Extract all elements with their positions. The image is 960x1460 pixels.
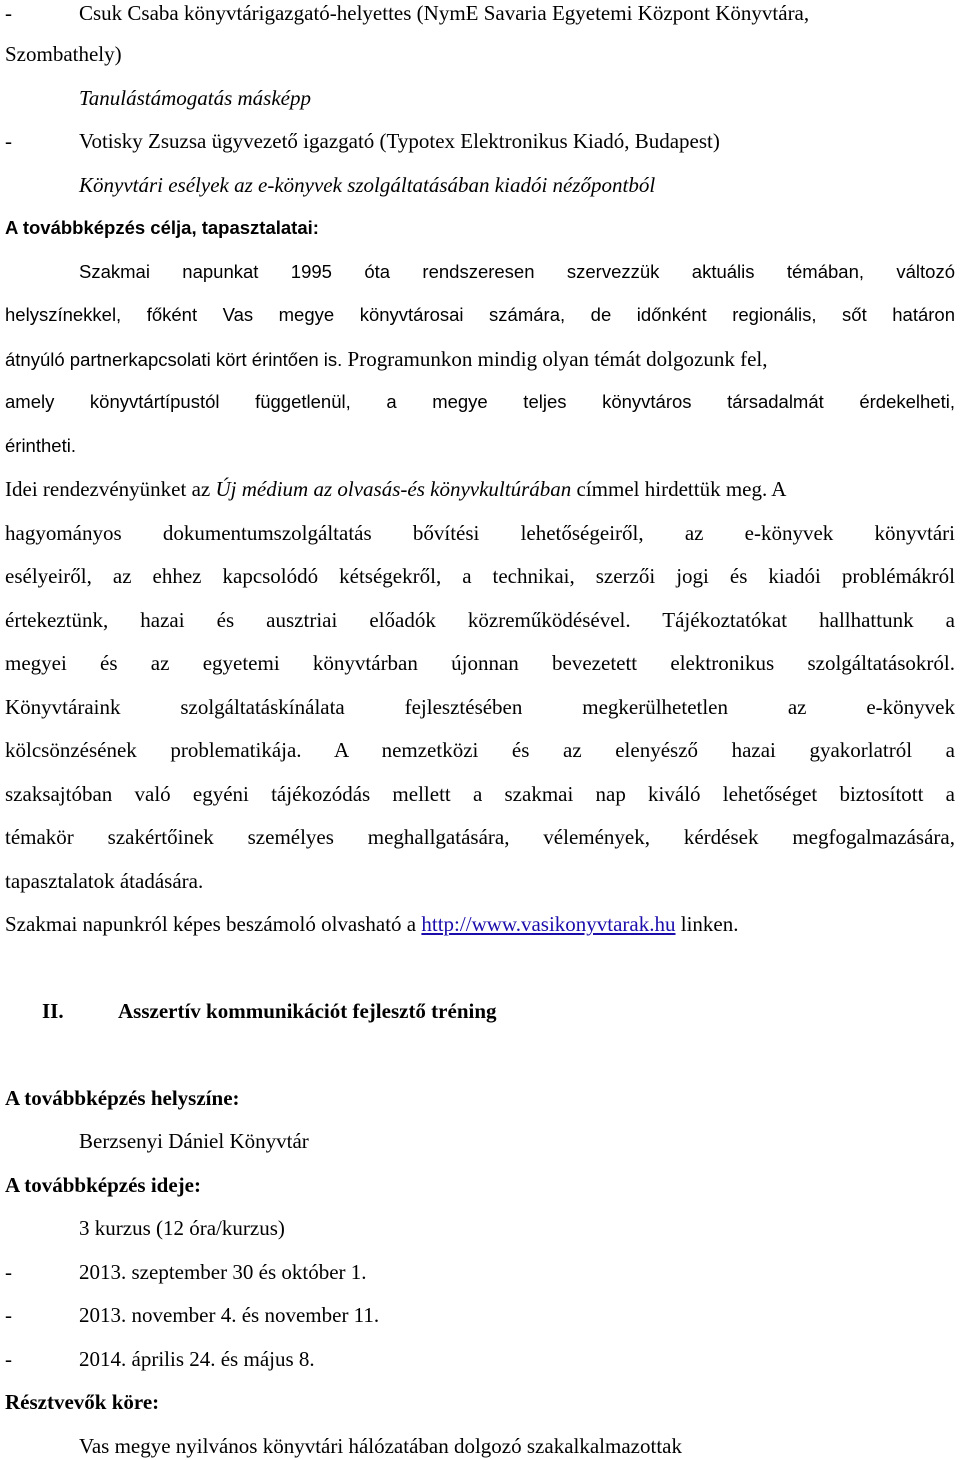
event-para-after: címmel hirdettük meg. A	[571, 477, 787, 501]
speaker-2-talk-title: Könyvtári esélyek az e-könyvek szolgáltatásában kiadói nézőpontból	[79, 173, 656, 197]
date-item-1	[5, 1259, 367, 1285]
dates-heading: A továbbképzés ideje:	[5, 1173, 201, 1197]
date-item-2	[5, 1302, 379, 1328]
participants-value: Vas megye nyilvános könyvtári hálózatában dolgozó szakalkalmazottak	[79, 1434, 682, 1458]
report-after: linken.	[675, 912, 739, 936]
goal-line-3	[5, 346, 767, 373]
event-para-line-8: szaksajtóban való egyéni tájékozódás mellett a szakmai nap kiváló lehetőséget biztosított a	[5, 782, 955, 806]
list-bullet: -	[5, 129, 12, 153]
goal-line-3-a: átnyúló partnerkapcsolati kört érintően is.	[5, 349, 343, 370]
section-title: Asszertív kommunikációt fejlesztő tréning	[118, 999, 497, 1023]
event-para-line-5: megyei és az egyetemi könyvtárban újonnan bevezetett elektronikus szolgáltatásokról.	[5, 651, 955, 675]
speaker-2-line-1	[5, 128, 720, 154]
event-para-line-4: értekeztünk, hazai és ausztriai előadók közreműködésével. Tájékoztatókat hallhattunk a	[5, 608, 955, 632]
speaker-1-name: Csuk Csaba könyvtárigazgató-helyettes (NymE Savaria Egyetemi Központ Könyvtára,	[79, 1, 810, 25]
speaker-1-talk-title: Tanulástámogatás másképp	[79, 86, 311, 110]
venue-heading: A továbbképzés helyszíne:	[5, 1086, 240, 1110]
participants-heading: Résztvevők köre:	[5, 1390, 160, 1414]
event-para-line-3: esélyeiről, az ehhez kapcsolódó kétségekről, a technikai, szerzői jogi és kiadói problémákról	[5, 564, 955, 588]
date-item-text: 2013. szeptember 30 és október 1.	[79, 1260, 367, 1284]
date-item-3	[5, 1346, 315, 1372]
list-bullet: -	[5, 1260, 12, 1284]
event-para-line-2: hagyományos dokumentumszolgáltatás bővítési lehetőségeiről, az e-könyvek könyvtári	[5, 521, 955, 545]
goal-line-2: helyszínekkel, főként Vas megye könyvtárosai számára, de időnként regionális, sőt határon	[5, 304, 955, 325]
list-bullet: -	[5, 1347, 12, 1371]
goal-line-1: Szakmai napunkat 1995 óta rendszeresen szervezzük aktuális témában, változó	[79, 261, 955, 282]
date-item-text: 2013. november 4. és november 11.	[79, 1303, 380, 1327]
goal-heading: A továbbképzés célja, tapasztalatai:	[5, 217, 319, 238]
event-para-before: Idei rendezvényünket az	[5, 477, 216, 501]
report-line	[5, 911, 739, 937]
dates-summary: 3 kurzus (12 óra/kurzus)	[79, 1216, 285, 1240]
report-before: Szakmai napunkról képes beszámoló olvasható a	[5, 912, 422, 936]
goal-line-5: érintheti.	[5, 435, 76, 456]
goal-line-3-b: Programunkon mindig olyan témát dolgozunk fel,	[347, 347, 768, 371]
event-para-line-9: témakör szakértőinek személyes meghallgatására, vélemények, kérdések megfogalmazására,	[5, 825, 955, 849]
speaker-1-line-1	[5, 0, 809, 26]
list-bullet: -	[5, 1303, 12, 1327]
event-title: Új médium az olvasás-és könyvkultúrában	[215, 477, 572, 501]
speaker-1-line-2: Szombathely)	[5, 42, 122, 66]
event-para-line-7: kölcsönzésének problematikája. A nemzetközi és az elenyésző hazai gyakorlatról a	[5, 738, 955, 762]
list-bullet: -	[5, 1, 12, 25]
goal-line-4: amely könyvtártípustól függetlenül, a megye teljes könyvtáros társadalmát érdekelheti,	[5, 391, 955, 412]
venue-value: Berzsenyi Dániel Könyvtár	[79, 1129, 309, 1153]
event-para-line-1	[5, 476, 786, 502]
speaker-2-name: Votisky Zsuzsa ügyvezető igazgató (Typotex Elektronikus Kiadó, Budapest)	[79, 129, 720, 153]
section-number: II.	[42, 999, 64, 1023]
website-link[interactable]: http://www.vasikonyvtarak.hu	[421, 912, 676, 936]
event-para-line-6: Könyvtáraink szolgáltatáskínálata fejlesztésében megkerülhetetlen az e-könyvek	[5, 695, 955, 719]
date-item-text: 2014. április 24. és május 8.	[79, 1347, 315, 1371]
event-para-line-10: tapasztalatok átadására.	[5, 869, 204, 893]
